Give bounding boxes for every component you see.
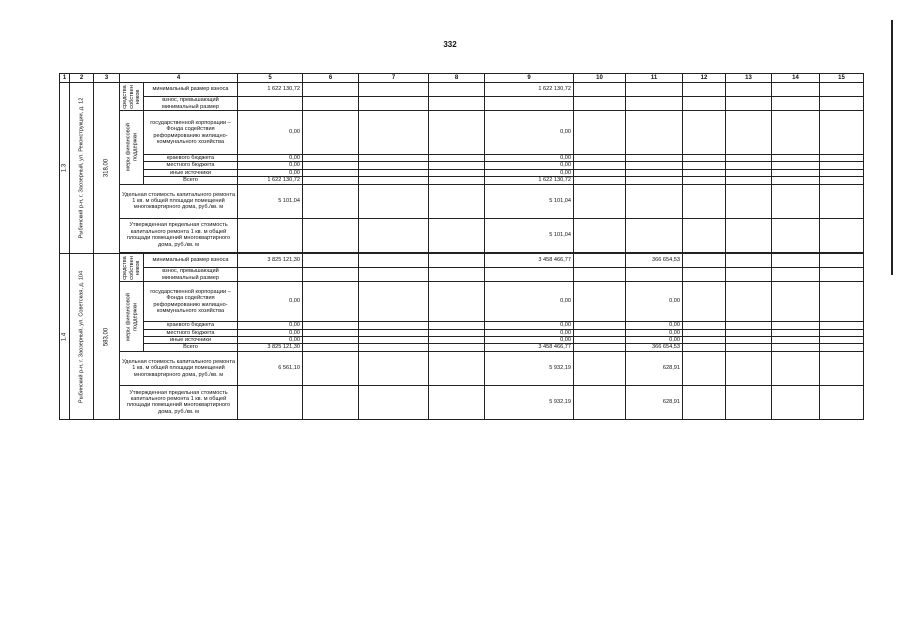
owners-funds-label: средства собствен ников [121, 255, 141, 280]
col-10-header: 10 [574, 74, 626, 83]
cell-c5 [238, 218, 303, 252]
table-row [60, 254, 864, 268]
cell-c5: 1 622 130,72 [238, 177, 303, 184]
row-number-cell [60, 254, 70, 420]
limit-cost-label: Утвержденная предельная стоимость капитального ремонта 1 кв. м общей площади помещений многоквартирного дома, руб./кв. м [120, 385, 238, 419]
table-row [60, 169, 864, 176]
cell-c9: 5 932,19 [485, 351, 574, 385]
cell-c11: 0,00 [626, 282, 683, 322]
cell-c11 [626, 111, 683, 155]
total-label: Всего [144, 177, 238, 184]
cell-c5: 6 561,10 [238, 351, 303, 385]
over-min-label: взнос, превышающий минимальный размер [144, 97, 238, 111]
owners-funds-cell [120, 83, 144, 111]
cell-c9: 0,00 [485, 282, 574, 322]
cell-c11 [626, 218, 683, 252]
min-contrib-label: минимальный размер взноса [144, 254, 238, 268]
cell-c5: 0,00 [238, 329, 303, 336]
col-7-header: 7 [359, 74, 429, 83]
table-row [60, 282, 864, 322]
table-row [60, 177, 864, 184]
cell-c9: 1 622 130,72 [485, 83, 574, 97]
support-label: меры финансовой поддержки [124, 123, 138, 172]
table-row [60, 344, 864, 351]
area: 318,00 [102, 158, 109, 178]
cell-c5: 0,00 [238, 282, 303, 322]
cell-c5: 3 825 121,30 [238, 254, 303, 268]
table-row [60, 337, 864, 344]
cell-c5: 3 825 121,30 [238, 344, 303, 351]
cell-c5: 0,00 [238, 169, 303, 176]
unit-cost-label: Удельная стоимость капитального ремонта 1 кв. м общей площади помещений многоквартирного дома, руб./кв. м [120, 351, 238, 385]
col-15-header: 15 [820, 74, 864, 83]
cell-c9: 3 458 466,77 [485, 344, 574, 351]
column-number-row [60, 74, 864, 83]
cell-c5: 1 622 130,72 [238, 83, 303, 97]
cell-c5: 0,00 [238, 337, 303, 344]
cell-c11: 366 654,53 [626, 344, 683, 351]
cell-c11: 628,91 [626, 351, 683, 385]
row-number: 1.4 [60, 332, 67, 341]
table-row [60, 155, 864, 162]
cell-c11: 628,91 [626, 385, 683, 419]
cell-c11 [626, 162, 683, 169]
cell-c9: 0,00 [485, 169, 574, 176]
table-row [60, 83, 864, 97]
address-cell [70, 83, 94, 254]
area-cell [94, 254, 120, 420]
page-number: 332 [443, 40, 457, 49]
other-label: иные источники [144, 169, 238, 176]
cell-c11: 366 654,53 [626, 254, 683, 268]
cell-c9: 1 622 130,72 [485, 177, 574, 184]
cell-c9: 0,00 [485, 162, 574, 169]
fund-label: государственной корпорации – Фонда содействия реформированию жилищно-коммунального хозяйства [144, 111, 238, 155]
cell-c5 [238, 385, 303, 419]
col-11-header: 11 [626, 74, 683, 83]
address: Рыбинский р-н, г. Заозерный, ул. Реконструкции, д. 12 [78, 97, 85, 239]
table-row [60, 268, 864, 282]
col-3-header: 3 [94, 74, 120, 83]
limit-cost-label: Утвержденная предельная стоимость капитального ремонта 1 кв. м общей площади помещений многоквартирного дома, руб./кв. м [120, 218, 238, 252]
col-5-header: 5 [238, 74, 303, 83]
regional-label: краевого бюджета [144, 155, 238, 162]
margin-rule [891, 20, 893, 275]
regional-label: краевого бюджета [144, 322, 238, 329]
row-number: 1.3 [60, 163, 67, 173]
cell-c5: 0,00 [238, 111, 303, 155]
cell-c11 [626, 83, 683, 97]
over-min-label: взнос, превышающий минимальный размер [144, 268, 238, 282]
area: 583,00 [102, 327, 109, 346]
support-cell [120, 282, 144, 352]
cell-c9: 0,00 [485, 322, 574, 329]
cell-c11: 0,00 [626, 329, 683, 336]
col-1-header: 1 [60, 74, 70, 83]
cell-c9: 5 101,04 [485, 218, 574, 252]
table-row [60, 162, 864, 169]
cell-c11 [626, 184, 683, 218]
table-row [60, 97, 864, 111]
cell-c9: 0,00 [485, 337, 574, 344]
col-8-header: 8 [429, 74, 485, 83]
col-9-header: 9 [485, 74, 574, 83]
col-14-header: 14 [772, 74, 820, 83]
cell-c9: 0,00 [485, 155, 574, 162]
local-label: местного бюджета [144, 162, 238, 169]
cell-c11 [626, 169, 683, 176]
cell-c11 [626, 177, 683, 184]
owners-funds-label: средства собствен ников [121, 84, 141, 109]
local-label: местного бюджета [144, 329, 238, 336]
support-label: меры финансовой поддержки [124, 292, 138, 341]
table-row [60, 385, 864, 419]
cell-c11 [626, 155, 683, 162]
unit-cost-label: Удельная стоимость капитального ремонта 1 кв. м общей площади помещений многоквартирного дома, руб./кв. м [120, 184, 238, 218]
cell-c11: 0,00 [626, 322, 683, 329]
col-12-header: 12 [683, 74, 726, 83]
support-cell [120, 111, 144, 185]
cell-c5: 0,00 [238, 322, 303, 329]
cell-c9: 0,00 [485, 111, 574, 155]
table-row [60, 322, 864, 329]
min-contrib-label: минимальный размер взноса [144, 83, 238, 97]
table-row [60, 329, 864, 336]
row-number-cell [60, 83, 70, 254]
table-row [60, 111, 864, 155]
cell-c9: 3 458 466,77 [485, 254, 574, 268]
col-2-header: 2 [70, 74, 94, 83]
area-cell [94, 83, 120, 254]
cell-c5: 0,00 [238, 155, 303, 162]
fund-label: государственной корпорации – Фонда содействия реформированию жилищно-коммунального хозяйства [144, 282, 238, 322]
cell-c5: 0,00 [238, 162, 303, 169]
table-row [60, 184, 864, 218]
cell-c5: 5 101,04 [238, 184, 303, 218]
address: Рыбинский р-н, г. Заозерный, ул. Советская, д. 104 [78, 270, 85, 403]
address-cell [70, 254, 94, 420]
cell-c9: 5 932,19 [485, 385, 574, 419]
cell-c9: 5 101,04 [485, 184, 574, 218]
cell-c9: 0,00 [485, 329, 574, 336]
col-13-header: 13 [726, 74, 772, 83]
col-6-header: 6 [303, 74, 359, 83]
capital-repair-table [59, 73, 864, 420]
table-row [60, 351, 864, 385]
col-4-header: 4 [120, 74, 238, 83]
table-row [60, 218, 864, 252]
total-label: Всего [144, 344, 238, 351]
cell-c11: 0,00 [626, 337, 683, 344]
owners-funds-cell [120, 254, 144, 282]
other-label: иные источники [144, 337, 238, 344]
